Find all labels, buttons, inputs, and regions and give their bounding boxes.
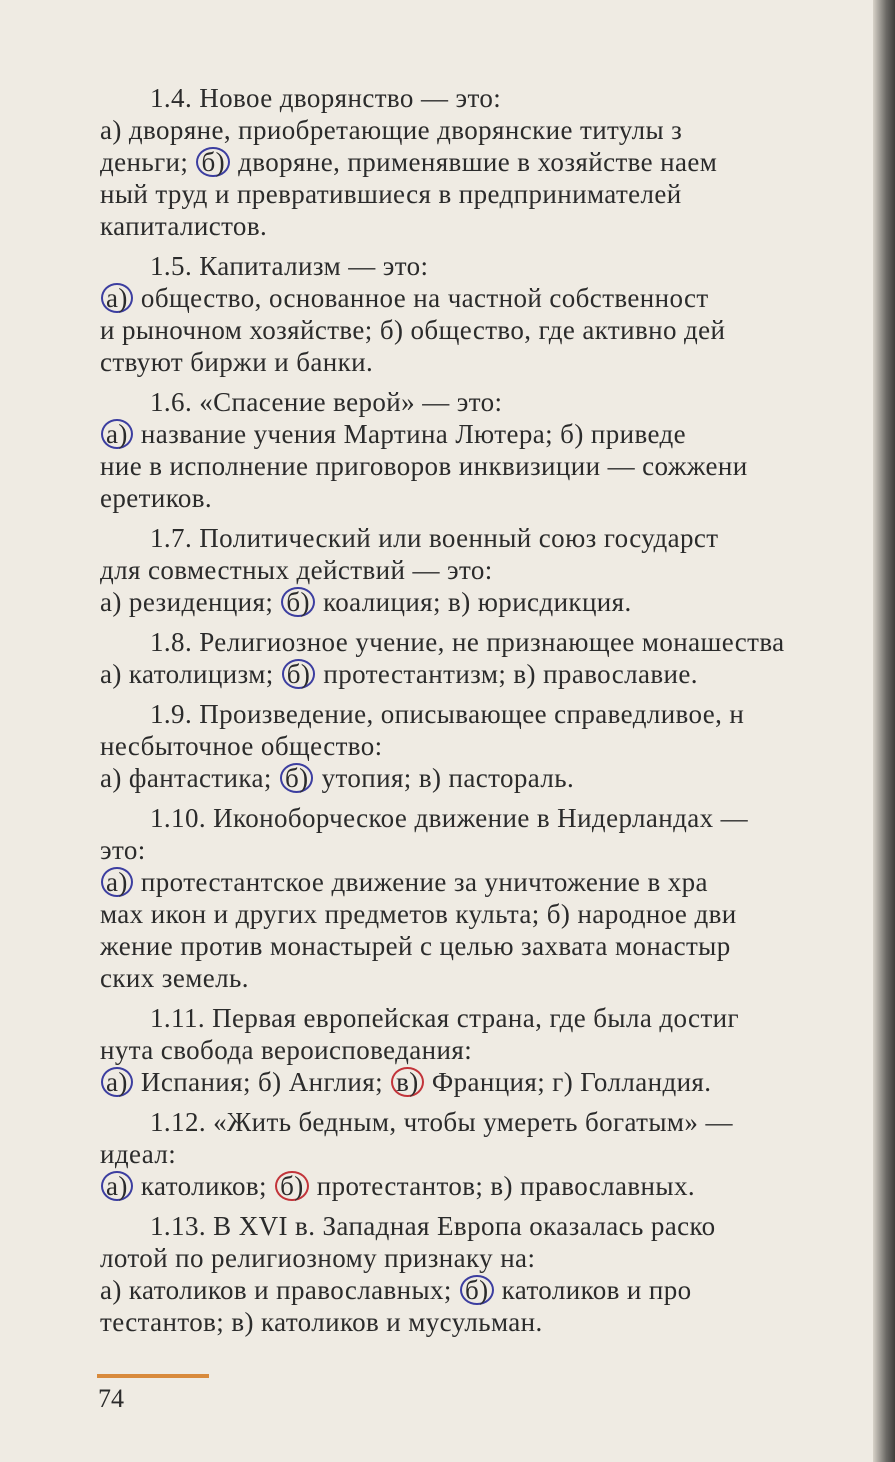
- question-stem: 1.4. Новое дворянство — это:: [150, 83, 502, 113]
- circled-answer-mark: а): [101, 283, 133, 313]
- text-line: ние в исполнение приговоров инквизиции — сожжени: [100, 451, 748, 481]
- text-line: а) католиков; б) протестантов; в) православных.: [100, 1170, 882, 1202]
- answer-options: [100, 658, 882, 690]
- answer-options: [100, 1034, 882, 1098]
- question-block: [100, 1106, 882, 1202]
- footer-rule: [97, 1374, 209, 1378]
- circled-answer-mark: б): [196, 147, 230, 177]
- circled-answer-mark: а): [101, 867, 133, 897]
- answer-options: [100, 554, 882, 618]
- answer-options: [100, 114, 882, 242]
- question-block: [100, 698, 882, 794]
- text-line: а) католицизм; б) протестантизм; в) православие.: [100, 659, 698, 689]
- question-stem: 1.7. Политический или военный союз государст: [150, 523, 719, 553]
- text-line: а) фантастика; б) утопия; в) пастораль.: [100, 763, 575, 793]
- text-line: капиталистов.: [100, 211, 268, 241]
- text-line: а) Испания; б) Англия; в) Франция; г) Голландия.: [100, 1066, 882, 1098]
- question-stem: 1.12. «Жить бедным, чтобы умереть богатым» —: [150, 1107, 733, 1137]
- answer-options: [100, 1242, 882, 1338]
- question-block: [100, 1210, 882, 1338]
- question-stem: 1.13. В XVI в. Западная Европа оказалась раско: [150, 1211, 716, 1241]
- circled-answer-mark: б): [275, 1171, 309, 1201]
- circled-answer-mark: в): [391, 1067, 424, 1097]
- text-line: жение против монастырей с целью захвата монастыр: [100, 931, 731, 961]
- text-line: а) резиденция; б) коалиция; в) юрисдикция.: [100, 587, 632, 617]
- answer-options: [100, 418, 882, 514]
- answer-options: [100, 1138, 882, 1202]
- text-line: а) дворяне, приобретающие дворянские титулы з: [100, 115, 683, 145]
- text-line: несбыточное общество:: [100, 731, 383, 761]
- question-stem: 1.9. Произведение, описывающее справедливое, н: [150, 699, 745, 729]
- text-line: еретиков.: [100, 483, 213, 513]
- question-stem: 1.10. Иконоборческое движение в Нидерландах —: [150, 803, 749, 833]
- question-stem: 1.8. Религиозное учение, не признающее монашества: [150, 627, 785, 657]
- text-line: это:: [100, 835, 146, 865]
- question-stem: 1.6. «Спасение верой» — это:: [150, 387, 503, 417]
- text-line: для совместных действий — это:: [100, 555, 493, 585]
- text-line: мах икон и других предметов культа; б) народное дви: [100, 899, 737, 929]
- text-line: деньги; б) дворяне, применявшие в хозяйстве наем: [100, 147, 718, 177]
- question-block: [100, 82, 882, 242]
- circled-answer-mark: б): [281, 587, 315, 617]
- answer-options: [100, 730, 882, 794]
- circled-answer-mark: б): [282, 659, 316, 689]
- circled-answer-mark: а): [101, 1067, 133, 1097]
- text-line: нута свобода вероисповедания:: [100, 1035, 473, 1065]
- question-block: [100, 1002, 882, 1098]
- text-line: ный труд и превратившиеся в предпринимателей: [100, 179, 682, 209]
- text-line: лотой по религиозному признаку на:: [100, 1243, 536, 1273]
- text-line: ствуют биржи и банки.: [100, 347, 374, 377]
- page-number: 74: [98, 1384, 124, 1413]
- answer-options: [100, 834, 882, 994]
- text-line: а) католиков и православных; б) католиков и про: [100, 1275, 692, 1305]
- text-line: ских земель.: [100, 963, 249, 993]
- question-stem: 1.5. Капитализм — это:: [150, 251, 429, 281]
- question-block: [100, 386, 882, 514]
- question-block: [100, 522, 882, 618]
- question-block: [100, 802, 882, 994]
- text-line: а) общество, основанное на частной собственност: [100, 282, 882, 314]
- text-line: а) название учения Мартина Лютера; б) приведе: [100, 418, 882, 450]
- answer-options: [100, 282, 882, 378]
- question-block: [100, 250, 882, 378]
- text-line: а) протестантское движение за уничтожение в хра: [100, 866, 882, 898]
- circled-answer-mark: а): [101, 419, 133, 449]
- circled-answer-mark: а): [101, 1171, 133, 1201]
- circled-answer-mark: б): [460, 1275, 494, 1305]
- text-line: тестантов; в) католиков и мусульман.: [100, 1307, 543, 1337]
- circled-answer-mark: б): [280, 763, 314, 793]
- question-stem: 1.11. Первая европейская страна, где была достиг: [150, 1003, 739, 1033]
- question-block: [100, 626, 882, 690]
- text-line: идеал:: [100, 1139, 177, 1169]
- text-line: и рыночном хозяйстве; б) общество, где активно дей: [100, 315, 726, 345]
- textbook-page-content: [100, 82, 882, 1346]
